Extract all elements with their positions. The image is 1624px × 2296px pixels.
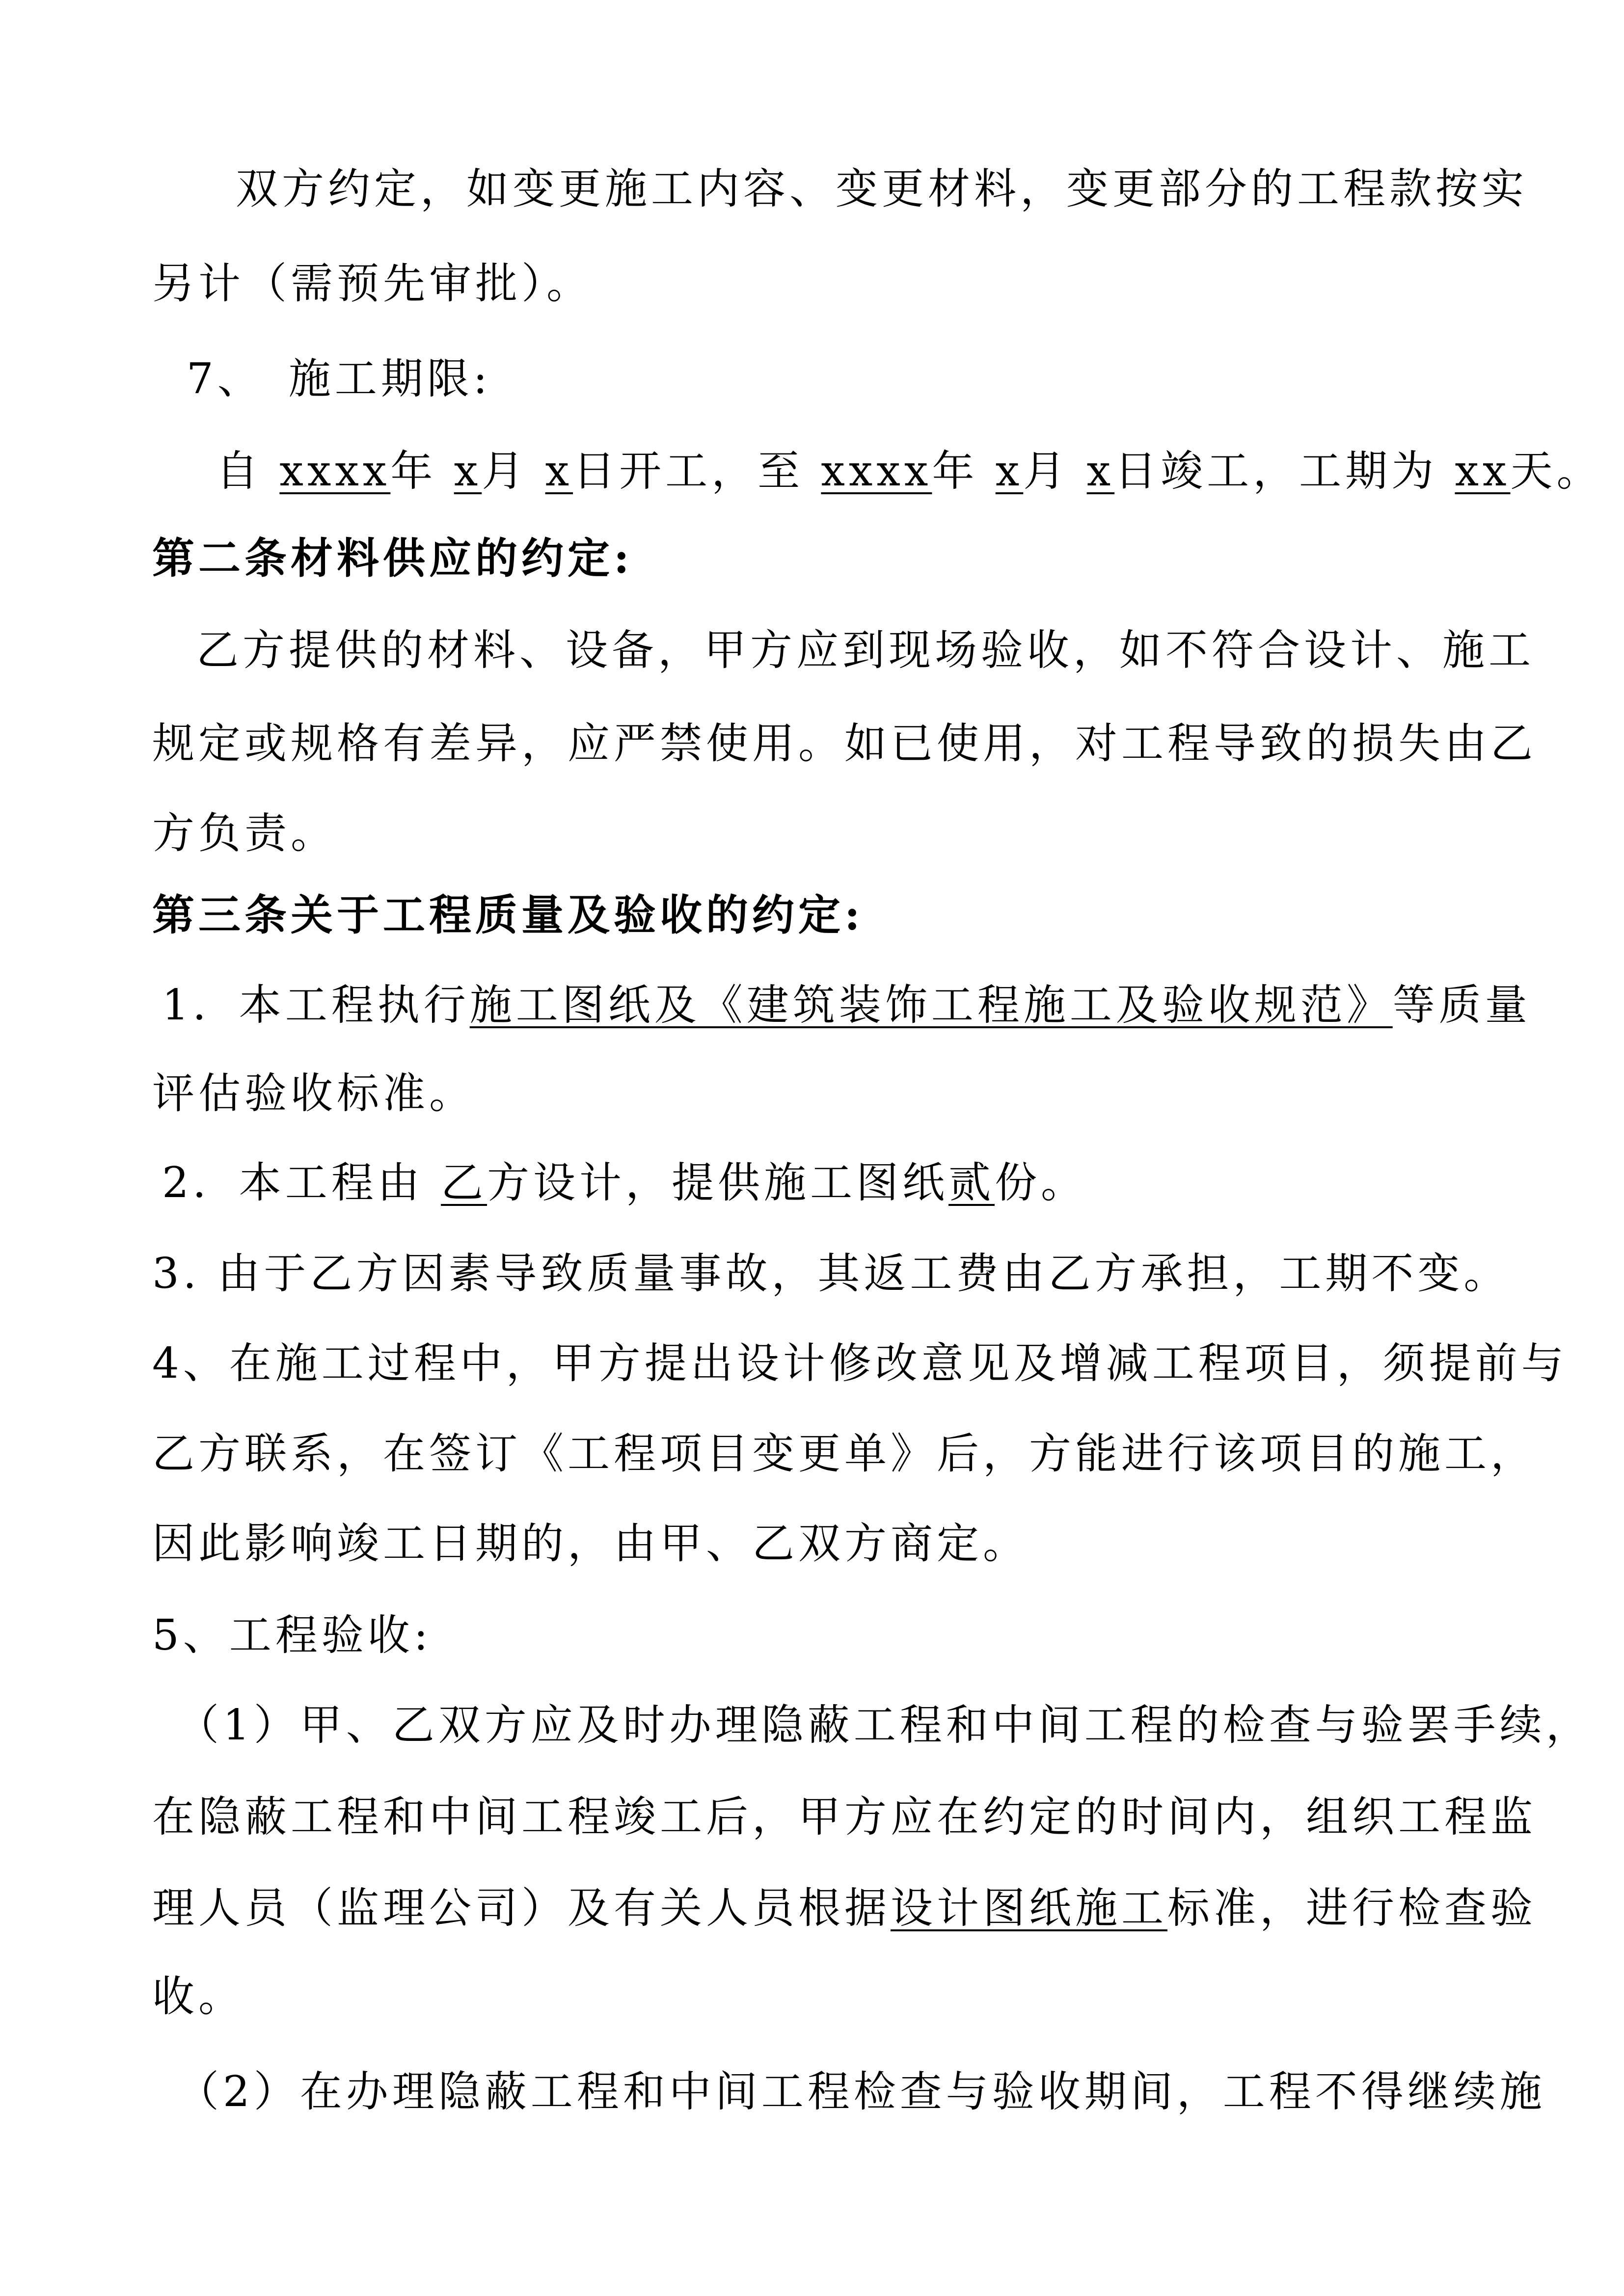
clause-heading-acceptance: 5、工程验收:: [152, 1611, 432, 1660]
paragraph-line: 收。: [152, 1972, 244, 2021]
paragraph-line: 另计（需预先审批）。: [152, 259, 593, 308]
text-segment: 2．本工程由: [162, 1158, 424, 1207]
text-segment: 份。: [995, 1158, 1087, 1207]
text-segment: 等质量: [1392, 981, 1531, 1030]
text-segment: 月: [1023, 447, 1070, 496]
end-month-value: x: [995, 447, 1024, 496]
paragraph-line: [162, 981, 1531, 1030]
paragraph-line: 双方约定，如变更施工内容、变更材料，变更部分的工程款按实: [236, 164, 1528, 214]
section-heading-materials: 第二条材料供应的约定:: [152, 534, 633, 583]
paragraph-line: [152, 1884, 1537, 1933]
paragraph-line: 因此影响竣工日期的，由甲、乙双方商定。: [152, 1519, 1029, 1568]
paragraph-line: 乙方联系，在签订《工程项目变更单》后，方能进行该项目的施工，: [152, 1429, 1537, 1478]
drawing-standard-reference: 设计图纸施工: [891, 1884, 1167, 1933]
text-segment: 自: [216, 447, 262, 496]
paragraph-line: 规定或规格有差异，应严禁使用。如已使用，对工程导致的损失由乙: [152, 719, 1537, 768]
start-month-value: x: [454, 447, 482, 496]
paragraph-line: 在隐蔽工程和中间工程竣工后，甲方应在约定的时间内，组织工程监: [152, 1792, 1537, 1842]
drawing-copies-value: 贰: [948, 1158, 995, 1207]
text-segment: 理人员（监理公司）及有关人员根据: [152, 1884, 891, 1933]
text-segment: 天。: [1510, 447, 1603, 496]
paragraph-line: 4、在施工过程中，甲方提出设计修改意见及增减工程项目，须提前与: [152, 1339, 1568, 1388]
start-day-value: x: [545, 447, 573, 496]
paragraph-line: [162, 1158, 1087, 1207]
paragraph-line: 评估验收标准。: [152, 1069, 475, 1118]
end-year-value: xxxx: [821, 447, 932, 496]
paragraph-line: 3. 由于乙方因素导致质量事故，其返工费由乙方承担，工期不变。: [152, 1249, 1510, 1298]
paragraph-line: （1）甲、乙双方应及时办理隐蔽工程和中间工程的检查与验罢手续，: [177, 1701, 1592, 1750]
clause-heading-construction-period: 7、 施工期限:: [187, 354, 491, 403]
text-segment: 1．本工程执行: [162, 981, 470, 1030]
section-heading-quality: 第三条关于工程质量及验收的约定:: [152, 890, 864, 940]
text-segment: 方设计，提供施工图纸: [487, 1158, 949, 1207]
paragraph-line: 乙方提供的材料、设备，甲方应到现场验收，如不符合设计、施工: [196, 626, 1535, 675]
text-segment: 日开工，至: [573, 447, 804, 496]
paragraph-line: 方负责。: [152, 809, 337, 858]
paragraph-line: （2）在办理隐蔽工程和中间工程检查与验收期间，工程不得继续施: [177, 2067, 1546, 2116]
construction-dates-line: [216, 447, 1603, 496]
duration-value: xx: [1455, 447, 1511, 496]
designer-party-value: 乙: [441, 1158, 487, 1207]
text-segment: 月: [482, 447, 528, 496]
start-year-value: xxxx: [279, 447, 391, 496]
text-segment: 标准，进行检查验: [1167, 1884, 1537, 1933]
end-day-value: x: [1086, 447, 1115, 496]
text-segment: 年: [932, 447, 978, 496]
standard-reference: 施工图纸及《建筑装饰工程施工及验收规范》: [469, 981, 1393, 1030]
text-segment: 日竣工，工期为: [1114, 447, 1438, 496]
text-segment: 年: [390, 447, 437, 496]
